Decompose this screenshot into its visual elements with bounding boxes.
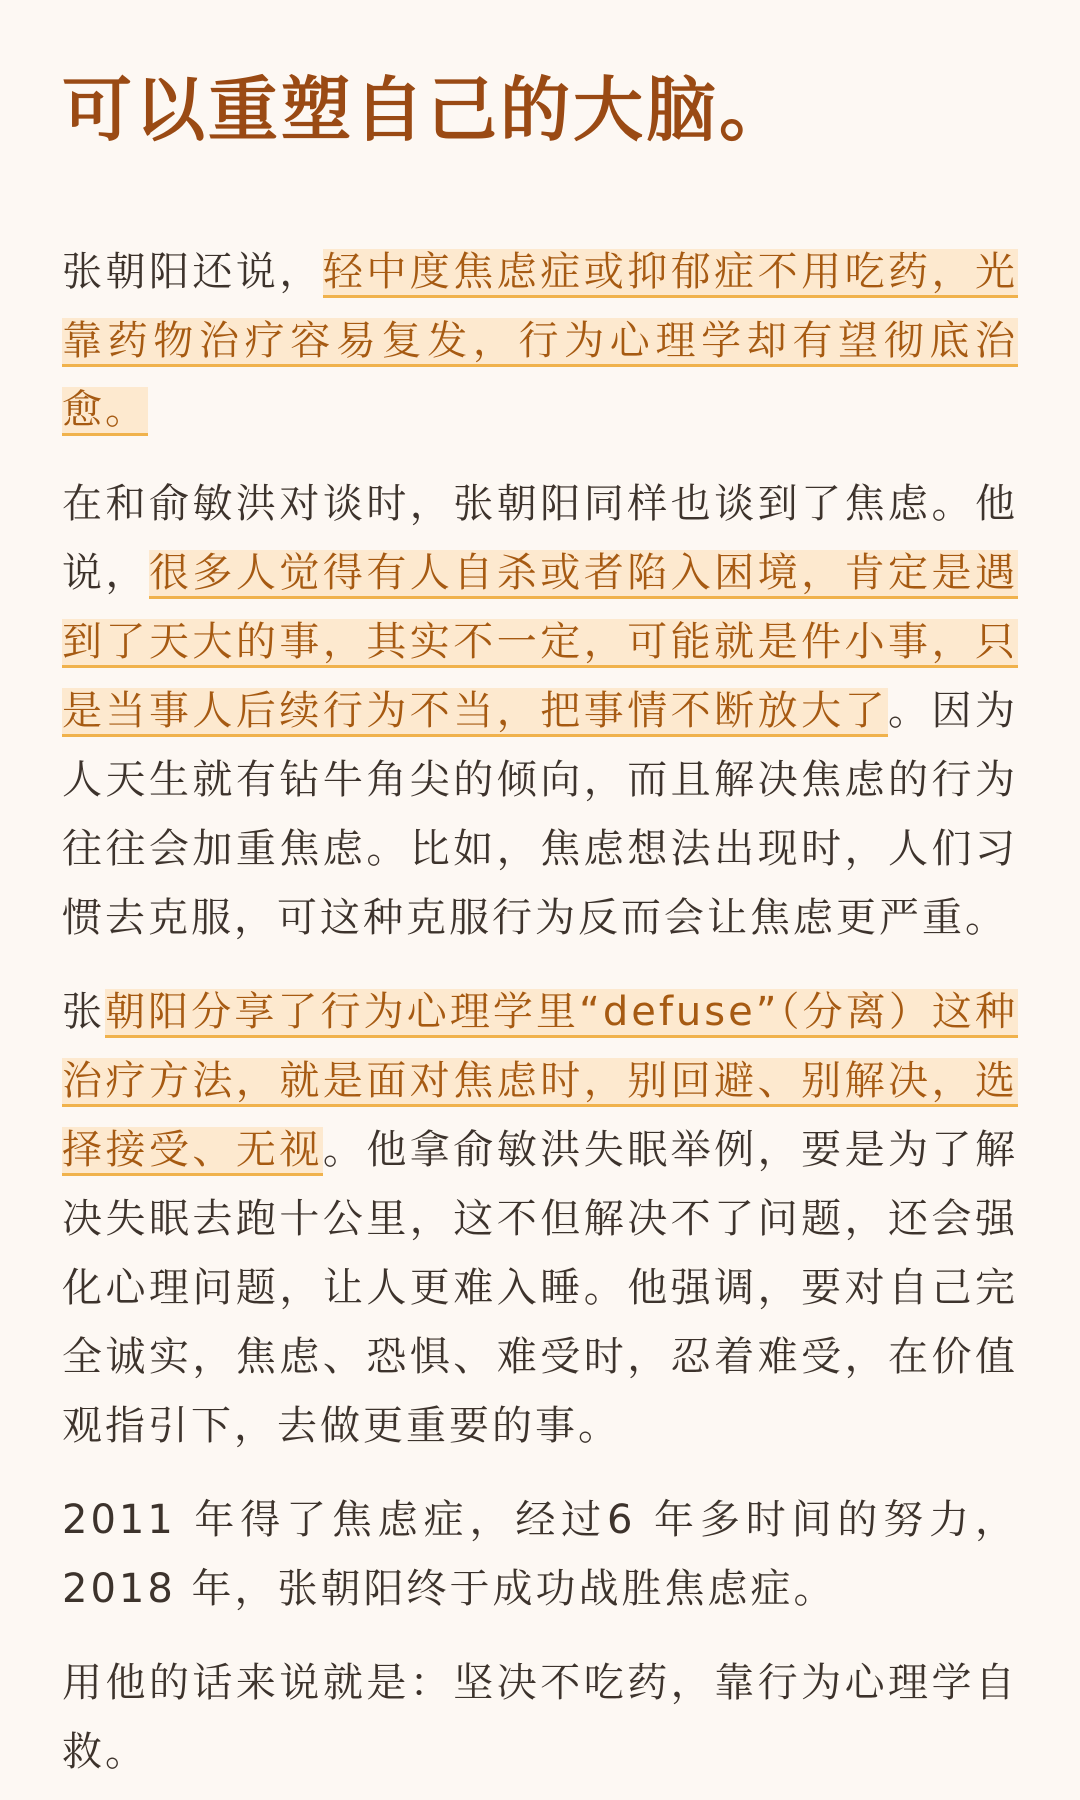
plain-text: 用他的话来说就是：坚决不吃药，靠行为心理学自救。 (62, 1660, 1018, 1775)
article-title: 可以重塑自己的大脑。 (62, 69, 792, 151)
plain-text: 张朝阳还说， (62, 249, 323, 295)
paragraph-5 (62, 1649, 1018, 1787)
paragraph-3 (62, 978, 1018, 1461)
highlighted-text: 轻中度焦虑症或抑郁症不用吃药，光靠药物治疗容易复发，行为心理学却有望彻底治愈。 (62, 249, 1018, 436)
paragraph-1 (62, 238, 1018, 445)
plain-text: 2011 年得了焦虑症，经过6 年多时间的努力， 2018 年，张朝阳终于成功战胜焦虑症。 (62, 1497, 1018, 1612)
plain-text: 张 (62, 989, 106, 1035)
plain-text: 。因为人天生就有钻牛角尖的倾向，而且解决焦虑的行为往往会加重焦虑。比如，焦虑想法出现时，人们习惯去克服，可这种克服行为反而会让焦虑更严重。 (62, 688, 1018, 941)
highlighted-text: 朝阳分享了行为心理学里“defuse”（分离）这种治疗方法，就是面对焦虑时，别回避、别解决，选择接受、无视 (62, 989, 1018, 1176)
plain-text: 在和俞敏洪对谈时，张朝阳同样也谈到了焦虑。他说， (62, 481, 1018, 596)
paragraph-2 (62, 470, 1018, 953)
plain-text: 。他拿俞敏洪失眠举例，要是为了解决失眠去跑十公里，这不但解决不了问题，还会强化心理问题，让人更难入睡。他强调，要对自己完全诚实，焦虑、恐惧、难受时，忍着难受，在价值观指引下，去做更重要的事。 (62, 1127, 1019, 1449)
paragraph-4 (62, 1486, 1018, 1624)
highlighted-text: 很多人觉得有人自杀或者陷入困境，肯定是遇到了天大的事，其实不一定，可能就是件小事，只是当事人后续行为不当，把事情不断放大了 (62, 550, 1018, 737)
article-body (62, 238, 1018, 1787)
